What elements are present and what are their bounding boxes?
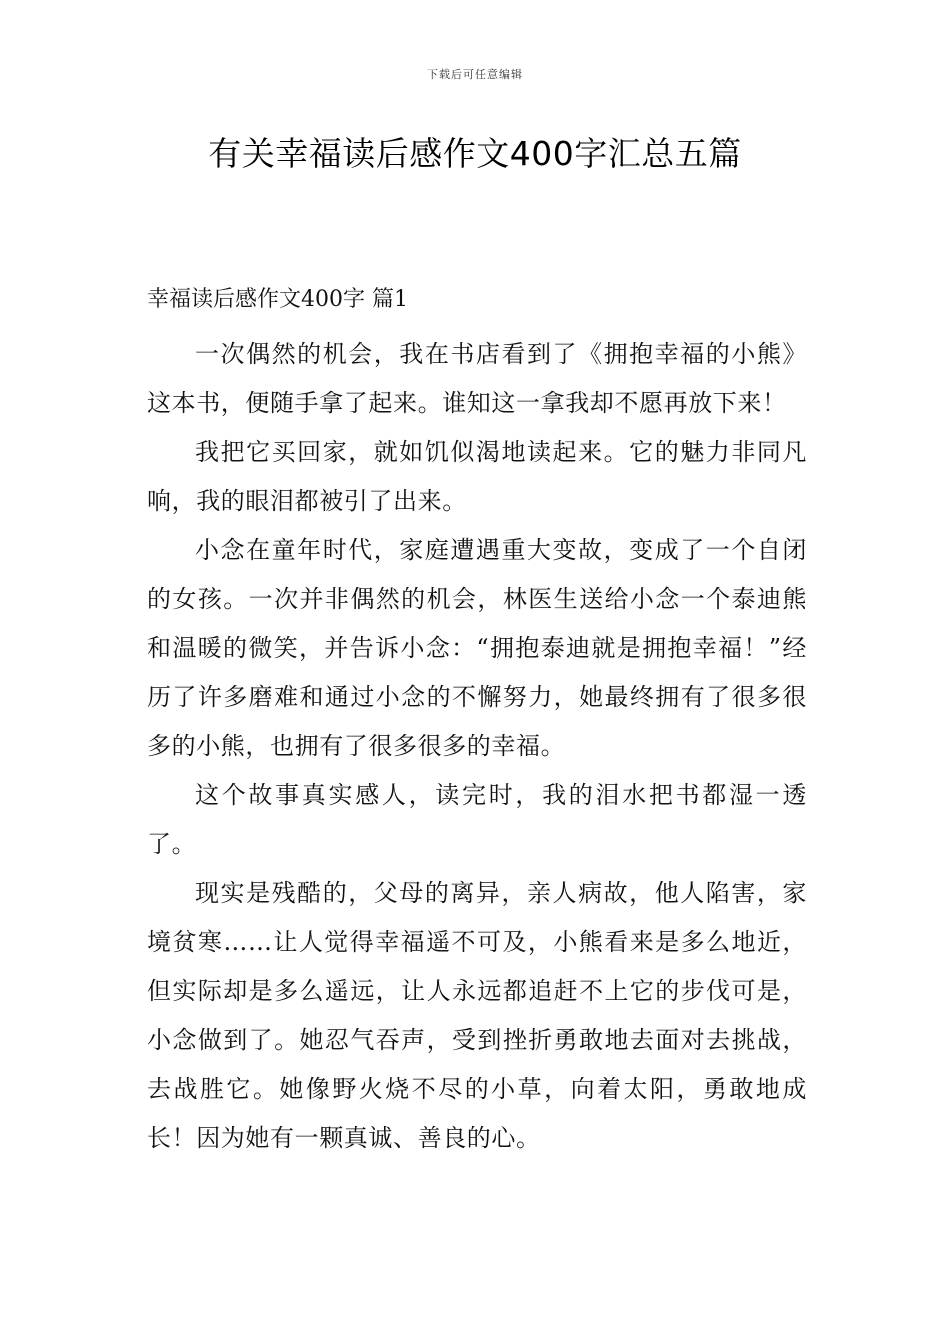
paragraph-5: 现实是残酷的，父母的离异，亲人病故，他人陷害，家境贫寒……让人觉得幸福遥不可及，小熊看来是多么地近，但实际却是多么遥远，让人永远都追赶不上它的步伐可是，小念做到了。她忍气吞声，受到挫折勇敢地去面对去挑战，去战胜它。她像野火烧不尽的小草，向着太阳，勇敢地成长！因为她有一颗真诚、善良的心。 [147, 879, 807, 1152]
section-heading: 幸福读后感作文400字 篇1 [147, 287, 408, 312]
paragraph-4: 这个故事真实感人，读完时，我的泪水把书都湿一透了。 [147, 781, 807, 858]
document-body [147, 282, 807, 1163]
header-note: 下载后可任意编辑 [427, 68, 523, 81]
paragraph-3: 小念在童年时代，家庭遭遇重大变故，变成了一个自闭的女孩。一次并非偶然的机会，林医生送给小念一个泰迪熊和温暖的微笑，并告诉小念：“拥抱泰迪就是拥抱幸福！”经历了许多磨难和通过小念的不懈努力，她最终拥有了很多很多的小熊，也拥有了很多很多的幸福。 [147, 536, 807, 760]
paragraph-2: 我把它买回家，就如饥似渴地读起来。它的魅力非同凡响，我的眼泪都被引了出来。 [147, 438, 807, 515]
paragraph-1: 一次偶然的机会，我在书店看到了《拥抱幸福的小熊》这本书，便随手拿了起来。谁知这一拿我却不愿再放下来！ [147, 340, 807, 417]
page-title: 有关幸福读后感作文400字汇总五篇 [208, 134, 742, 173]
